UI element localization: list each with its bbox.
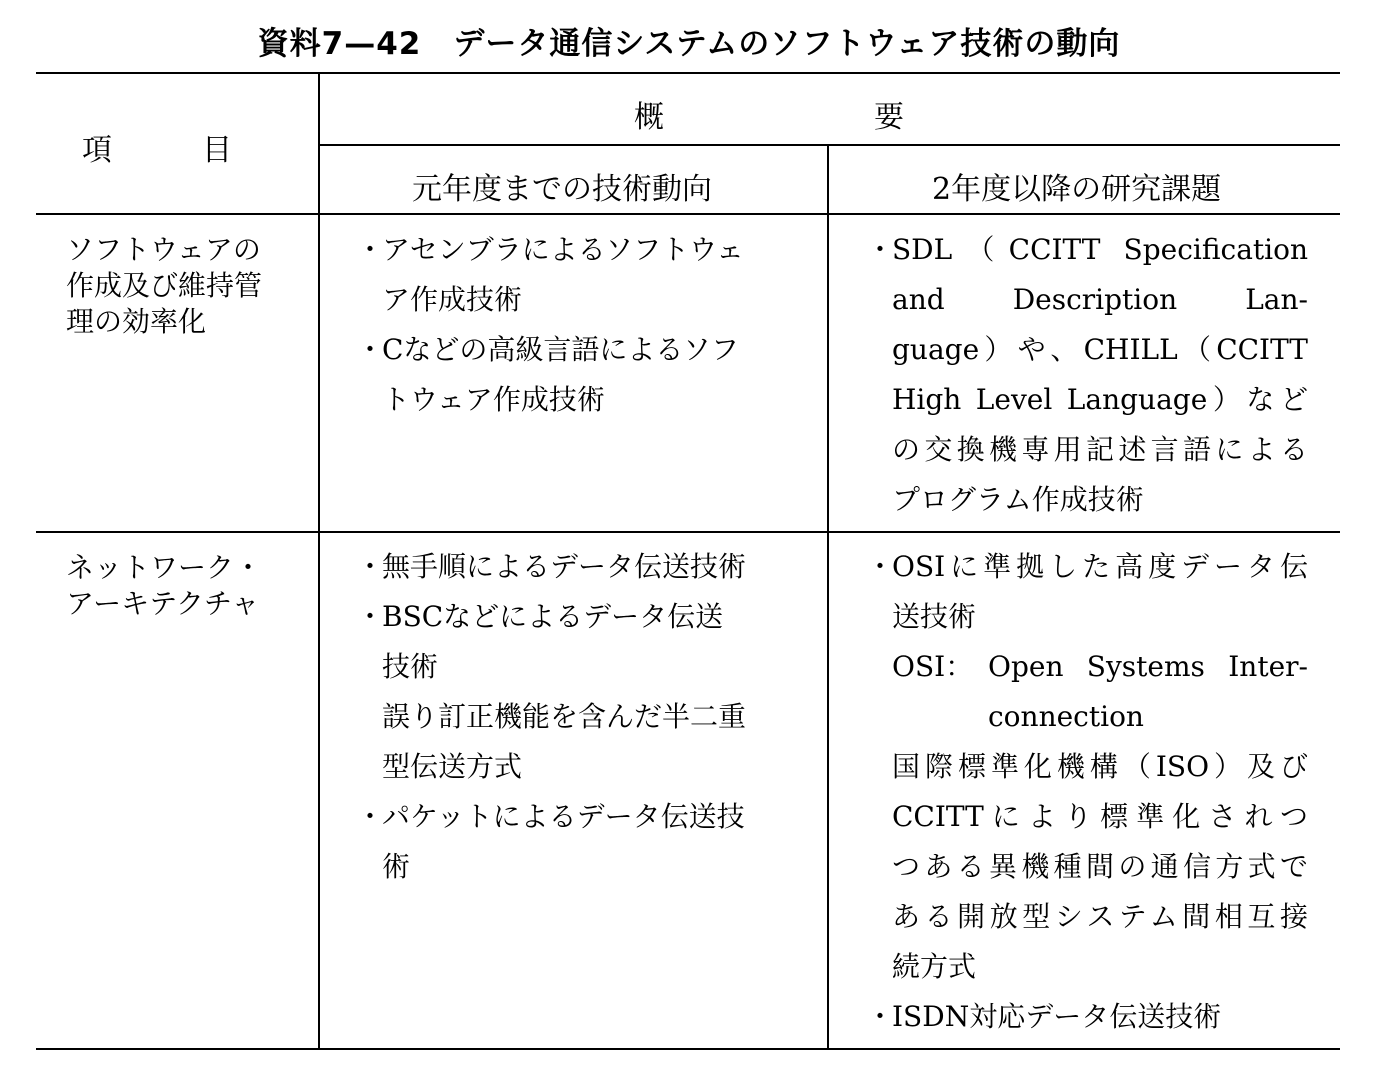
line: High Level Language）など xyxy=(892,383,1308,416)
line: and Description Lan- xyxy=(892,283,1308,316)
osi-definition xyxy=(892,642,1308,742)
line: つある異機種間の通信方式で xyxy=(892,850,1308,883)
line: 型伝送方式 xyxy=(382,750,523,783)
bullet: ・ xyxy=(866,1000,895,1033)
line: 無手順によるデータ伝送技術 xyxy=(382,550,747,583)
line: CCITTにより標準化されつ xyxy=(892,800,1308,833)
row2-item-line: ネットワーク・ xyxy=(66,551,263,584)
table-bottom-rule xyxy=(36,1048,1340,1050)
list-item xyxy=(356,225,801,325)
list-item xyxy=(866,992,1308,1042)
header-future-research: 2年度以降の研究課題 xyxy=(932,172,1222,207)
line: プログラム作成技術 xyxy=(892,483,1144,516)
line: 術 xyxy=(382,850,411,883)
line: 技術 xyxy=(382,650,439,683)
page-title: 資料7—42 データ通信システムのソフトウェア技術の動向 xyxy=(257,26,1121,62)
list-item xyxy=(356,325,801,425)
bullet: ・ xyxy=(356,600,385,633)
header-overview: 概 要 xyxy=(634,100,904,135)
line: 続方式 xyxy=(892,950,977,983)
line: の交換機専用記述言語による xyxy=(892,433,1308,466)
line: guage）や、CHILL（CCITT xyxy=(892,333,1308,366)
bullet: ・ xyxy=(356,550,385,583)
row1-current xyxy=(356,225,801,425)
list-item xyxy=(356,792,801,892)
column-rule-mid xyxy=(827,144,829,1050)
line: トウェア作成技術 xyxy=(382,383,605,416)
line: Cなどの高級言語によるソフ xyxy=(382,333,739,366)
osi-expansion: Open Systems Inter- xyxy=(988,650,1308,683)
row2-item xyxy=(66,550,306,622)
line: 誤り訂正機能を含んだ半二重 xyxy=(382,700,747,733)
list-item xyxy=(356,542,801,592)
line: BSCなどによるデータ伝送 xyxy=(382,600,724,633)
osi-expansion: connection xyxy=(988,700,1144,733)
line: OSIに準拠した高度データ伝 xyxy=(892,550,1308,583)
line: ア作成技術 xyxy=(382,283,523,316)
list-item xyxy=(356,592,801,792)
list-item xyxy=(866,225,1308,525)
header-mid-rule xyxy=(318,144,1340,146)
row1-item-line: 理の効率化 xyxy=(66,305,207,338)
line: 送技術 xyxy=(892,600,977,633)
line: パケットによるデータ伝送技 xyxy=(382,800,745,833)
bullet: ・ xyxy=(356,233,385,266)
row1-item-line: ソフトウェアの xyxy=(66,233,261,266)
row1-future xyxy=(866,225,1308,525)
bullet: ・ xyxy=(866,233,895,266)
line: SDL（CCITT Specification xyxy=(892,233,1308,266)
list-item xyxy=(866,542,1308,992)
row1-item xyxy=(66,232,306,340)
line: 国際標準化機構（ISO）及び xyxy=(892,750,1308,783)
line: アセンブラによるソフトウェ xyxy=(382,233,745,266)
row2-future xyxy=(866,542,1308,1042)
osi-abbr: OSI： xyxy=(892,650,974,683)
line: ISDN対応データ伝送技術 xyxy=(892,1000,1222,1033)
header-item: 項 目 xyxy=(82,133,232,168)
line: ある開放型システム間相互接 xyxy=(892,900,1308,933)
row2-item-line: アーキテクチャ xyxy=(66,587,260,620)
row1-item-line: 作成及び維持管 xyxy=(66,269,263,302)
row-divider-rule xyxy=(36,531,1340,533)
column-rule-item xyxy=(318,72,320,1050)
bullet: ・ xyxy=(356,333,385,366)
bullet: ・ xyxy=(866,550,895,583)
table-top-rule xyxy=(36,72,1340,74)
row2-current xyxy=(356,542,801,892)
header-current-trends: 元年度までの技術動向 xyxy=(412,172,712,207)
header-bottom-rule xyxy=(36,213,1340,215)
bullet: ・ xyxy=(356,800,385,833)
